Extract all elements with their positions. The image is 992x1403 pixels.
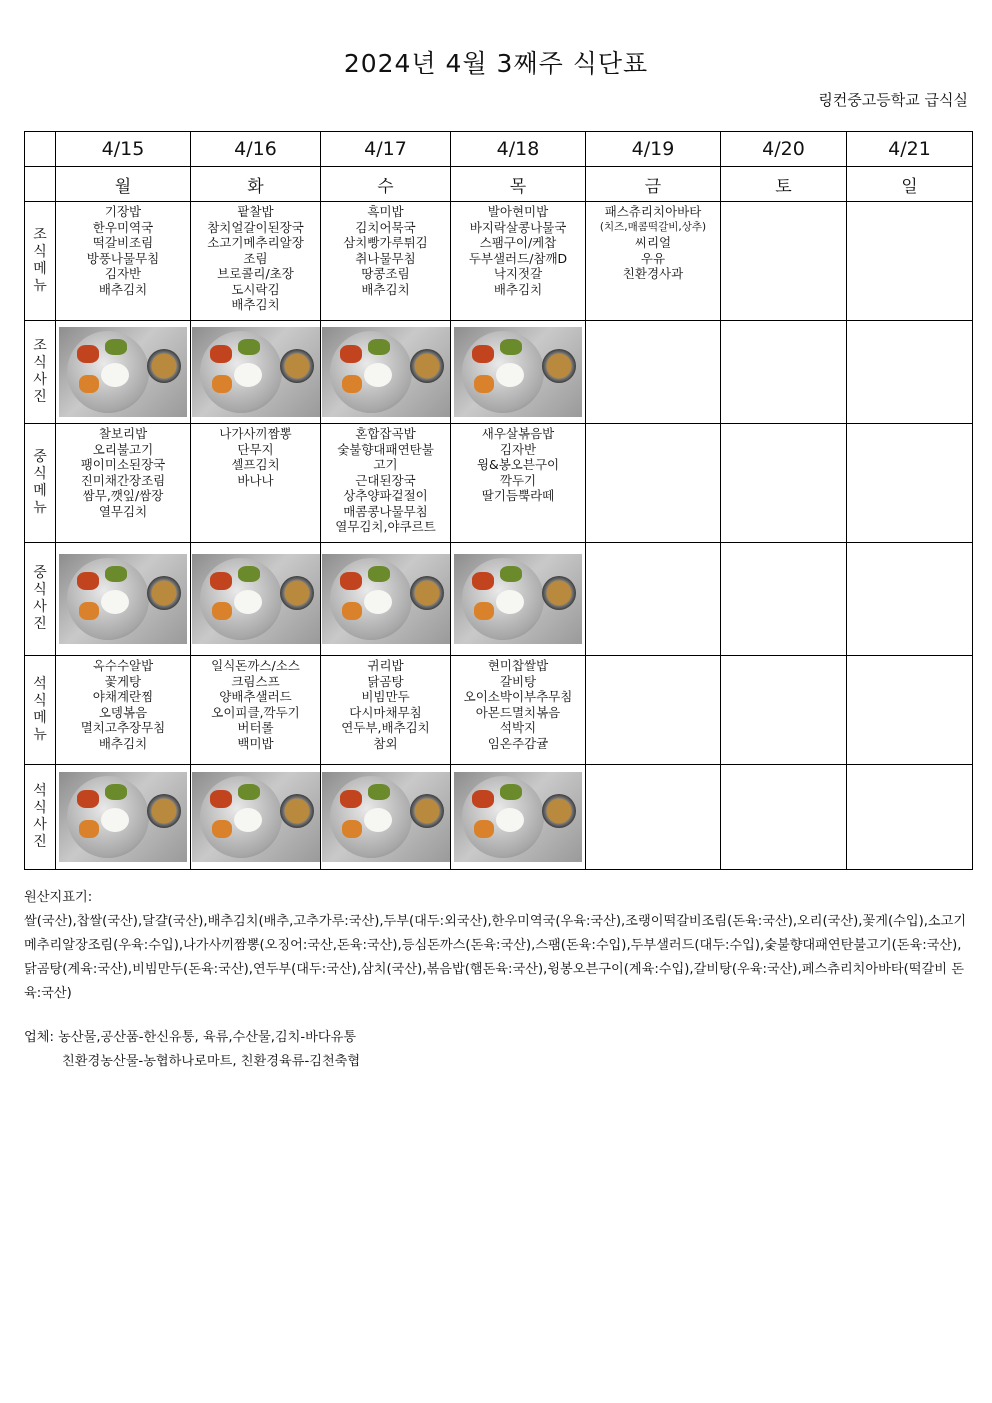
row-label-char: 석 (33, 676, 47, 692)
row-label-char: 뉴 (33, 727, 47, 743)
dinner-menu-cell (721, 656, 847, 765)
row-label-char: 식 (33, 582, 47, 598)
menu-item: 배추김치 (98, 281, 148, 297)
meal-photo (59, 554, 187, 644)
breakfast-photo-cell (321, 321, 451, 424)
soup-bowl (542, 576, 576, 610)
food-portion (79, 820, 99, 838)
corner-cell (25, 132, 56, 167)
food-portion (105, 339, 127, 355)
menu-item: 고기 (373, 457, 398, 472)
menu-item: 김자반 (104, 266, 142, 281)
menu-item: 친환경사과 (622, 266, 684, 281)
meal-photo (192, 327, 320, 417)
meal-photo (454, 772, 582, 862)
food-portion (105, 784, 127, 800)
dinner-photo-cell (56, 765, 191, 870)
food-portion (238, 784, 260, 800)
row-label-lunch-photo (25, 543, 56, 656)
organization-name: 링컨중고등학교 급식실 (818, 91, 968, 109)
dinner-photo-cell (586, 765, 721, 870)
food-portion (105, 566, 127, 582)
food-portion (472, 790, 494, 808)
menu-item: 딸기듬뿍라떼 (481, 488, 555, 503)
corner-cell (25, 167, 56, 202)
menu-item: 스팸구이/케찹 (479, 235, 557, 250)
menu-item: 혼합잡곡밥 (355, 426, 416, 441)
breakfast-photo-cell (451, 321, 586, 424)
row-label-char: 뉴 (33, 500, 47, 516)
food-portion (496, 363, 524, 387)
soup-bowl (280, 349, 314, 383)
soup-bowl (410, 576, 444, 610)
breakfast-photo-row (25, 321, 973, 424)
food-portion (212, 375, 232, 393)
lunch-photo-cell (586, 543, 721, 656)
food-portion (210, 345, 232, 363)
menu-item: 열무김치,야쿠르트 (335, 519, 436, 534)
lunch-menu-cell (586, 424, 721, 543)
food-portion (210, 790, 232, 808)
menu-item: 닭곰탕 (367, 673, 404, 689)
menu-item: 귀리밥 (367, 658, 404, 673)
meal-photo (322, 327, 450, 417)
soup-bowl (147, 576, 181, 610)
day-cell: 금 (586, 167, 721, 202)
food-portion (79, 602, 99, 620)
menu-item: 삼치빵가루튀김 (343, 235, 428, 250)
menu-item: 열무김치 (98, 503, 148, 519)
menu-item: 현미찹쌀밥 (487, 658, 549, 673)
day-cell: 월 (56, 167, 191, 202)
food-portion (77, 790, 99, 808)
food-portion (77, 345, 99, 363)
row-label-char: 중 (33, 449, 47, 465)
row-label-char: 메 (33, 483, 47, 499)
food-portion (342, 602, 362, 620)
food-portion (238, 566, 260, 582)
food-portion (77, 572, 99, 590)
menu-item: 김자반 (499, 441, 537, 457)
menu-item: 참외 (373, 735, 398, 751)
menu-item: 한우미역국 (92, 219, 154, 235)
breakfast-photo-cell (56, 321, 191, 424)
soup-bowl (280, 576, 314, 610)
menu-item: 오이피클,깍두기 (211, 704, 300, 720)
food-portion (364, 590, 392, 614)
food-portion (210, 572, 232, 590)
menu-item: 갈비탕 (499, 673, 537, 689)
row-label-breakfast-menu (25, 202, 56, 321)
breakfast-menu-row (25, 202, 973, 321)
menu-item: 연두부,배추김치 (341, 720, 430, 735)
menu-item: 매콤콩나물무침 (343, 503, 428, 519)
soup-bowl (147, 794, 181, 828)
lunch-photo-cell (847, 543, 973, 656)
menu-item: 단무지 (237, 441, 274, 457)
date-cell: 4/18 (451, 132, 586, 167)
breakfast-menu-cell (451, 202, 586, 321)
dinner-photo-row (25, 765, 973, 870)
origin-heading: 원산지표기: (24, 890, 93, 905)
breakfast-photo-cell (191, 321, 321, 424)
row-label-char: 식 (33, 693, 47, 709)
lunch-menu-cell (721, 424, 847, 543)
menu-item: 야채계란찜 (92, 689, 154, 704)
lunch-photo-cell (321, 543, 451, 656)
row-label-char: 중 (33, 565, 47, 581)
dinner-menu-cell (321, 656, 451, 765)
row-label-char: 메 (33, 261, 47, 277)
menu-item: 옥수수알밥 (92, 658, 154, 673)
menu-item: 아몬드멸치볶음 (475, 704, 561, 720)
meal-photo (454, 554, 582, 644)
row-label-char: 조 (33, 338, 47, 354)
meal-photo (192, 554, 320, 644)
lunch-menu-cell (451, 424, 586, 543)
menu-item: 크림스프 (231, 673, 280, 689)
lunch-photo-cell (721, 543, 847, 656)
food-portion (79, 375, 99, 393)
menu-item: 상추양파겉절이 (343, 488, 428, 503)
menu-item: 땅콩조림 (361, 266, 410, 281)
menu-item: 다시마채무침 (349, 704, 422, 720)
dinner-photo-cell (321, 765, 451, 870)
vendor-line-1: 업체: 농산물,공산품-한신유통, 육류,수산물,김치-바다유통 (24, 1030, 357, 1045)
food-portion (474, 602, 494, 620)
row-label-char: 사 (33, 599, 47, 615)
row-label-char: 진 (33, 616, 47, 632)
meal-photo (192, 772, 320, 862)
soup-bowl (410, 794, 444, 828)
menu-item: 깍두기 (499, 472, 537, 488)
food-portion (238, 339, 260, 355)
lunch-menu-cell (847, 424, 973, 543)
breakfast-menu-cell (191, 202, 321, 321)
day-cell: 수 (321, 167, 451, 202)
food-portion (368, 339, 390, 355)
soup-bowl (542, 349, 576, 383)
lunch-menu-row (25, 424, 973, 543)
row-label-breakfast-photo (25, 321, 56, 424)
food-portion (496, 590, 524, 614)
food-portion (474, 375, 494, 393)
day-cell: 토 (721, 167, 847, 202)
meal-photo (322, 554, 450, 644)
menu-item: 배추김치 (361, 281, 410, 297)
day-cell: 목 (451, 167, 586, 202)
breakfast-menu-cell (721, 202, 847, 321)
menu-item: 나가사끼짬뽕 (219, 426, 292, 441)
food-portion (340, 790, 362, 808)
dinner-photo-cell (721, 765, 847, 870)
menu-item: 브로콜리/초장 (217, 266, 294, 281)
footer-notes (24, 886, 972, 1074)
meal-photo (454, 327, 582, 417)
menu-item: 발아현미밥 (487, 204, 549, 219)
date-cell: 4/19 (586, 132, 721, 167)
food-portion (340, 572, 362, 590)
menu-item: 패스츄리치아바타 (604, 204, 702, 219)
menu-item: 방풍나물무침 (86, 250, 160, 266)
menu-item: 씨리얼 (634, 235, 672, 250)
row-label-char: 사 (33, 372, 47, 388)
menu-item: 김치어묵국 (355, 219, 416, 235)
menu-item: 흑미밥 (367, 204, 404, 219)
food-portion (234, 363, 262, 387)
row-label-char: 메 (33, 710, 47, 726)
page-title: 2024년 4월 3째주 식단표 (343, 49, 649, 78)
menu-item: 배추김치 (98, 735, 148, 751)
dinner-menu-cell (191, 656, 321, 765)
food-portion (496, 808, 524, 832)
meal-photo (59, 772, 187, 862)
menu-item: 윙&봉오븐구이 (476, 457, 560, 472)
food-portion (342, 375, 362, 393)
menu-item: 낙지젓갈 (493, 266, 543, 281)
food-portion (212, 602, 232, 620)
date-cell: 4/15 (56, 132, 191, 167)
row-label-char: 진 (33, 834, 47, 850)
breakfast-photo-cell (721, 321, 847, 424)
menu-item: 취나물무침 (355, 250, 416, 266)
menu-item: 바지락살콩나물국 (469, 219, 567, 235)
food-portion (368, 784, 390, 800)
lunch-photo-row (25, 543, 973, 656)
meal-photo (59, 327, 187, 417)
weekly-menu-table (24, 131, 973, 870)
lunch-photo-cell (56, 543, 191, 656)
menu-item: 도시락김 (231, 281, 280, 297)
row-label-char: 식 (33, 466, 47, 482)
lunch-menu-cell (321, 424, 451, 543)
lunch-menu-cell (56, 424, 191, 543)
row-label-char: 식 (33, 355, 47, 371)
menu-item: 새우살볶음밥 (481, 426, 555, 441)
menu-item: 두부샐러드/참깨D (468, 250, 568, 266)
menu-item: 일식돈까스/소스 (211, 658, 300, 673)
dinner-photo-cell (847, 765, 973, 870)
food-portion (474, 820, 494, 838)
day-cell: 일 (847, 167, 973, 202)
vendor-line-2: 친환경농산물-농협하나로마트, 친환경육류-김천축협 (62, 1054, 361, 1069)
soup-bowl (542, 794, 576, 828)
menu-item: 오리불고기 (92, 441, 154, 457)
row-label-dinner-photo (25, 765, 56, 870)
breakfast-photo-cell (586, 321, 721, 424)
menu-item: 버터롤 (237, 720, 274, 735)
breakfast-menu-cell (321, 202, 451, 321)
dinner-menu-cell (56, 656, 191, 765)
menu-item: 멸치고추장무침 (80, 720, 166, 735)
row-label-dinner-menu (25, 656, 56, 765)
menu-item: 찰보리밥 (98, 426, 148, 441)
breakfast-menu-cell (56, 202, 191, 321)
lunch-photo-cell (191, 543, 321, 656)
origin-text: 쌀(국산),찹쌀(국산),달걀(국산),배추김치(배추,고추가루:국산),두부(대두:외국산),한우미역국(우육:국산),조랭이떡갈비조림(돈육:국산),오리(국산),꽃게(수입),소고기메추리알장조림(우육:수입),나가사끼짬뽕(오징어:국산,돈육:국산),등심돈까스(돈육:국산),스팸(돈육:수입),두부샐러드(대두:수입),숯불향대패연탄불고기(돈육:국산),닭곰탕(계육:국산),비빔만두(돈육:국산),연두부(대두:국산),삼치(국산),볶음밥(햄돈육:국산),윙봉오븐구이(계육:수입),갈비탕(우육:국산),페스츄리치아바타(떡갈비 돈육:국산) (24, 914, 967, 1001)
row-label-char: 뉴 (33, 278, 47, 294)
menu-item: 오뎅볶음 (98, 704, 148, 720)
lunch-menu-cell (191, 424, 321, 543)
food-portion (101, 363, 129, 387)
menu-item: 바나나 (237, 472, 274, 488)
menu-item: 조림 (243, 250, 268, 266)
menu-item: 기장밥 (104, 204, 142, 219)
dinner-photo-cell (451, 765, 586, 870)
food-portion (212, 820, 232, 838)
food-portion (472, 572, 494, 590)
menu-item: 임온주감귤 (487, 735, 549, 751)
menu-item: 참치얼갈이된장국 (207, 219, 304, 235)
dinner-photo-cell (191, 765, 321, 870)
date-cell: 4/21 (847, 132, 973, 167)
date-header-row (25, 132, 973, 167)
breakfast-photo-cell (847, 321, 973, 424)
meal-photo (322, 772, 450, 862)
day-cell: 화 (191, 167, 321, 202)
dinner-menu-cell (847, 656, 973, 765)
row-label-char: 사 (33, 817, 47, 833)
menu-item: 팽이미소된장국 (80, 457, 166, 472)
menu-item: 근대된장국 (355, 472, 416, 488)
date-cell: 4/17 (321, 132, 451, 167)
menu-item: 비빔만두 (361, 689, 410, 704)
dinner-menu-cell (451, 656, 586, 765)
menu-item: 팥찰밥 (237, 204, 274, 219)
menu-item: 배추김치 (493, 281, 543, 297)
date-cell: 4/20 (721, 132, 847, 167)
menu-item: 소고기메추리알장 (207, 235, 304, 250)
food-portion (342, 820, 362, 838)
food-portion (472, 345, 494, 363)
row-label-char: 식 (33, 244, 47, 260)
soup-bowl (280, 794, 314, 828)
dinner-menu-cell (586, 656, 721, 765)
food-portion (500, 339, 522, 355)
menu-item: 오이소박이부추무침 (463, 689, 573, 704)
food-portion (500, 784, 522, 800)
menu-item: 셀프김치 (231, 457, 280, 472)
food-portion (101, 808, 129, 832)
menu-item: 백미밥 (237, 735, 274, 751)
menu-item: 석박지 (499, 720, 537, 735)
menu-item: (치즈,매콤떡갈비,상추) (599, 220, 707, 233)
food-portion (340, 345, 362, 363)
food-portion (364, 808, 392, 832)
food-portion (234, 808, 262, 832)
date-cell: 4/16 (191, 132, 321, 167)
food-portion (500, 566, 522, 582)
breakfast-menu-cell (586, 202, 721, 321)
menu-item: 숯불향대패연탄불 (337, 441, 434, 457)
dinner-menu-row (25, 656, 973, 765)
food-portion (368, 566, 390, 582)
soup-bowl (410, 349, 444, 383)
food-portion (364, 363, 392, 387)
row-label-lunch-menu (25, 424, 56, 543)
menu-item: 꽃게탕 (104, 673, 142, 689)
menu-item: 우유 (640, 250, 666, 266)
breakfast-menu-cell (847, 202, 973, 321)
menu-item: 떡갈비조림 (92, 235, 154, 250)
row-label-char: 식 (33, 800, 47, 816)
row-label-char: 석 (33, 783, 47, 799)
lunch-photo-cell (451, 543, 586, 656)
food-portion (234, 590, 262, 614)
row-label-char: 조 (33, 227, 47, 243)
menu-item: 진미채간장조림 (80, 472, 166, 488)
menu-item: 양배추샐러드 (219, 689, 292, 704)
menu-item: 쌈무,깻잎/쌈장 (82, 488, 164, 503)
menu-item: 배추김치 (231, 297, 280, 312)
day-header-row (25, 167, 973, 202)
row-label-char: 진 (33, 389, 47, 405)
food-portion (101, 590, 129, 614)
soup-bowl (147, 349, 181, 383)
